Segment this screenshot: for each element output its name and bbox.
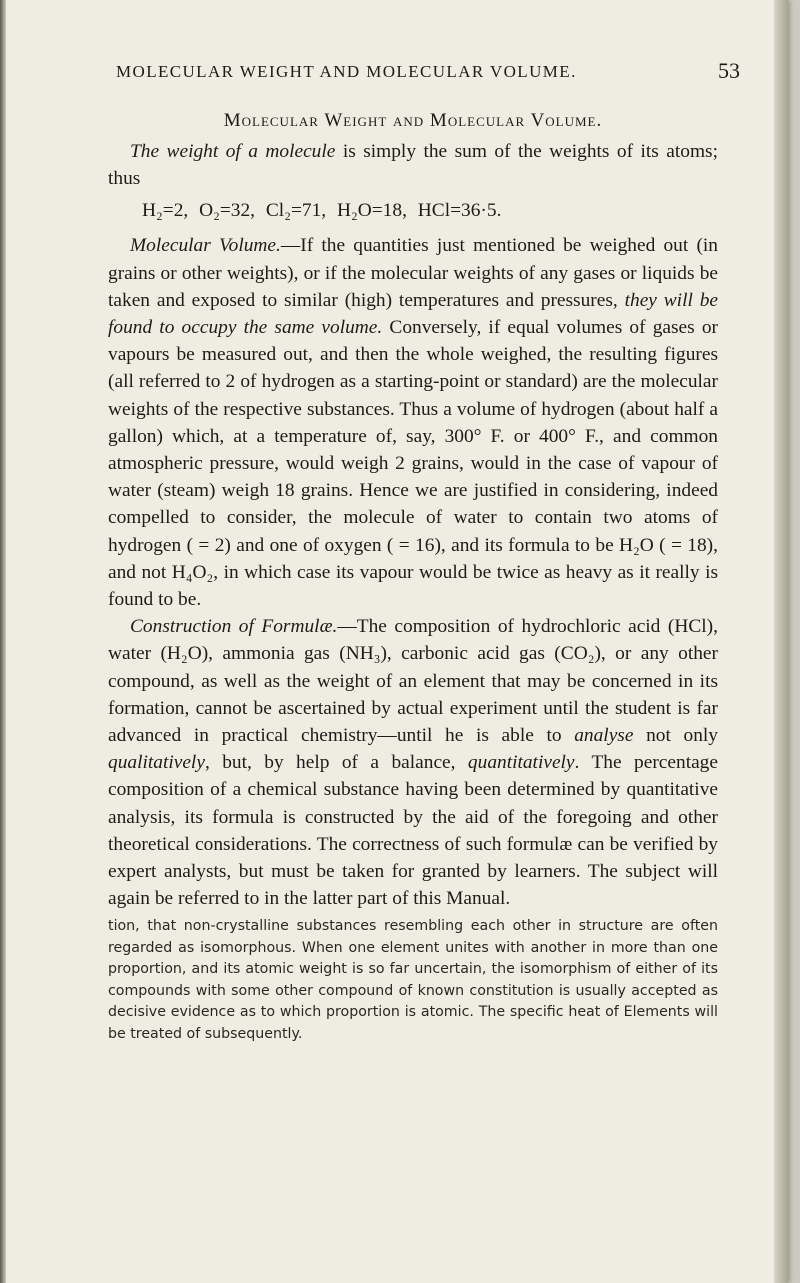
paragraph-italic-word: qualitatively [108, 752, 205, 774]
paragraph-text: . The percentage composition of a chemical substance having been determined by quantitative analysis, its formula is constructed by the aid of the foregoing and other theoretical considerations. The correctness of such formulæ can be verified by expert analysts, but must be taken for granted by learners. The subject will again be referred to in the latter part of this Manual. [108, 752, 718, 910]
paragraph-molecular-weight [108, 138, 718, 192]
paragraph-molecular-volume [108, 232, 718, 613]
page-content [108, 58, 740, 1045]
paragraph-italic-word: quantitatively [467, 752, 575, 774]
paragraph-text: is simply the sum of the weights of its atoms; thus [108, 141, 718, 190]
paragraph-italic-phrase: The weight of a molecule [130, 141, 336, 162]
paragraph-italic-phrase: they will be found to occupy the same volume. [108, 289, 718, 339]
paragraph-italic-word: analyse [574, 725, 634, 747]
paragraph-text: , but, by help of a balance, [204, 752, 468, 774]
section-title: Molecular Weight and Molecular Volume. [223, 110, 603, 131]
running-head [108, 58, 740, 98]
formula-line: H₂=2, O₂=32, Cl₂=71, H₂O=18, HCl=36·5. [142, 200, 502, 222]
paragraph-text: not only [633, 725, 718, 747]
paragraph-text: —If the quantities just mentioned be weighed out (in grains or other weights), or if the molecular weights of any gases or liquids be taken and exposed to similar (high) temperatures and pressures, [108, 235, 718, 311]
paragraph-construction-of-formulae [108, 613, 718, 912]
page-spine-shadow [0, 0, 6, 1283]
paragraph-text: Conversely, if equal volumes of gases or vapours be measured out, and then the whole weighed, the resulting figures (all referred to 2 of hydrogen as a starting-point or standard) are the molecular weights of the respective substances. Thus a volume of hydrogen (about half a gallon) which, at a temperature of, say, 300° F. or 400° F., and common atmospheric pressure, would weigh 2 grains, would in the case of vapour of water (steam) weigh 18 grains. Hence we are justified in considering, indeed compelled to consider, the molecule of water to contain two atoms of hydrogen ( = 2) and one of oxygen ( = 16), and its formula to be H₂O ( = 18), and not H₄O₂, in which case its vapour would be twice as heavy as it really is found to be. [108, 317, 718, 611]
paragraph-text: —The composition of hydrochloric acid (HCl), water (H₂O), ammonia gas (NH₃), carbonic acid gas (CO₂), or any other compound, as well as the weight of an element that may be concerned in its formation, cannot be ascertained by actual experiment until the student is far advanced in practical chemistry—until he is able to [108, 616, 718, 747]
page-number: 53 [718, 58, 740, 83]
paragraph-heading-italic: Construction of Formulæ. [130, 616, 338, 638]
page-edge [774, 0, 788, 1283]
footnote: tion, that non-crystalline substances resembling each other in structure are often regarded as isomorphous. When one element unites with another in more than one proportion, and its atomic weight is so far uncertain, the isomorphism of either of its compounds with some other compound of known constitution is usually accepted as decisive evidence as to which proportion is atomic. The specific heat of Elements will be treated of subsequently. [108, 918, 718, 1042]
running-head-title: MOLECULAR WEIGHT AND MOLECULAR VOLUME. [116, 62, 577, 81]
paragraph-heading-italic: Molecular Volume. [130, 235, 281, 257]
